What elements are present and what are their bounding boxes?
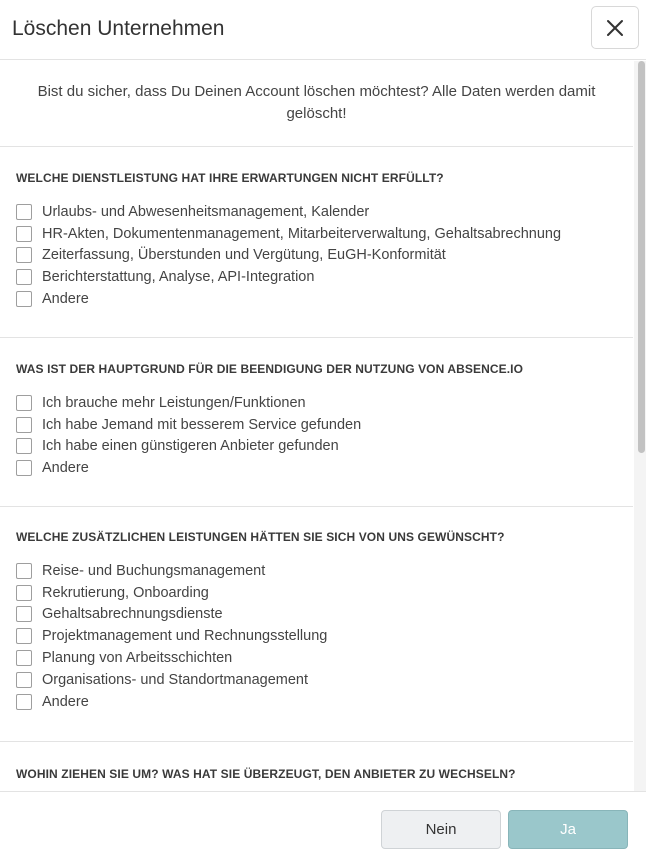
checkbox[interactable] — [16, 650, 32, 666]
option-label: Ich habe einen günstigeren Anbieter gefunden — [42, 438, 339, 455]
option-label: Ich brauche mehr Leistungen/Funktionen — [42, 394, 306, 411]
checkbox[interactable] — [16, 585, 32, 601]
checkbox-option[interactable] — [16, 414, 617, 436]
checkbox-option[interactable] — [16, 625, 617, 647]
checkbox-option[interactable] — [16, 201, 617, 223]
survey-section-switch-reason — [0, 742, 633, 791]
option-label: Organisations- und Standortmanagement — [42, 671, 308, 688]
yes-button[interactable]: Ja — [508, 810, 628, 849]
option-label: Rekrutierung, Onboarding — [42, 584, 209, 601]
modal-body — [0, 61, 633, 791]
scrollbar-thumb[interactable] — [638, 61, 645, 453]
modal-footer — [0, 791, 646, 857]
section-heading: WELCHE ZUSÄTZLICHEN LEISTUNGEN HÄTTEN SIE SICH VON UNS GEWÜNSCHT? — [16, 530, 505, 544]
checkbox-option[interactable] — [16, 457, 617, 479]
checkbox-option[interactable] — [16, 245, 617, 267]
checkbox-option[interactable] — [16, 392, 617, 414]
checkbox-option[interactable] — [16, 647, 617, 669]
checkbox[interactable] — [16, 395, 32, 411]
checkbox[interactable] — [16, 247, 32, 263]
option-label: Planung von Arbeitsschichten — [42, 650, 233, 667]
modal-title: Löschen Unternehmen — [12, 17, 225, 40]
intro-section — [0, 61, 633, 147]
checkbox[interactable] — [16, 417, 32, 433]
section-heading: WELCHE DIENSTLEISTUNG HAT IHRE ERWARTUNGEN NICHT ERFÜLLT? — [16, 171, 444, 185]
checkbox-option[interactable] — [16, 288, 617, 310]
option-label: Urlaubs- und Abwesenheitsmanagement, Kalender — [42, 203, 370, 220]
option-label: Andere — [42, 460, 89, 477]
checkbox[interactable] — [16, 694, 32, 710]
checkbox-option[interactable] — [16, 560, 617, 582]
checkbox[interactable] — [16, 460, 32, 476]
option-label: Berichterstattung, Analyse, API-Integration — [42, 269, 315, 286]
option-label: Zeiterfassung, Überstunden und Vergütung, EuGH-Konformität — [42, 247, 446, 264]
section-heading: WOHIN ZIEHEN SIE UM? WAS HAT SIE ÜBERZEUGT, DEN ANBIETER ZU WECHSELN? — [16, 767, 516, 781]
close-button[interactable] — [591, 6, 639, 49]
checkbox-option[interactable] — [16, 582, 617, 604]
option-label: Ich habe Jemand mit besserem Service gefunden — [42, 416, 362, 433]
checkbox-option[interactable] — [16, 669, 617, 691]
survey-section-main-reason — [0, 338, 633, 507]
checkbox[interactable] — [16, 672, 32, 688]
checkbox[interactable] — [16, 204, 32, 220]
section-heading: WAS IST DER HAUPTGRUND FÜR DIE BEENDIGUNG DER NUTZUNG VON ABSENCE.IO — [16, 362, 524, 376]
option-label: Reise- und Buchungsmanagement — [42, 562, 266, 579]
option-label: Gehaltsabrechnungsdienste — [42, 606, 223, 623]
option-label: Andere — [42, 291, 89, 308]
close-icon — [606, 19, 624, 37]
checkbox-option[interactable] — [16, 266, 617, 288]
checkbox[interactable] — [16, 269, 32, 285]
checkbox[interactable] — [16, 606, 32, 622]
checkbox[interactable] — [16, 226, 32, 242]
checkbox[interactable] — [16, 563, 32, 579]
checkbox[interactable] — [16, 628, 32, 644]
checkbox-option[interactable] — [16, 604, 617, 626]
checkbox[interactable] — [16, 438, 32, 454]
option-label: HR-Akten, Dokumentenmanagement, Mitarbeiterverwaltung, Gehaltsabrechnung — [42, 225, 562, 242]
option-label: Projektmanagement und Rechnungsstellung — [42, 628, 328, 645]
option-label: Andere — [42, 693, 89, 710]
checkbox-option[interactable] — [16, 223, 617, 245]
modal-header — [0, 0, 646, 60]
checkbox[interactable] — [16, 291, 32, 307]
survey-section-desired-services — [0, 507, 633, 742]
checkbox-option[interactable] — [16, 436, 617, 458]
confirmation-text: Bist du sicher, dass Du Deinen Account löschen möchtest? Alle Daten werden damit gelöscht! — [37, 83, 596, 122]
checkbox-option[interactable] — [16, 691, 617, 713]
no-button[interactable]: Nein — [381, 810, 501, 849]
survey-section-unmet-expectations — [0, 147, 633, 338]
